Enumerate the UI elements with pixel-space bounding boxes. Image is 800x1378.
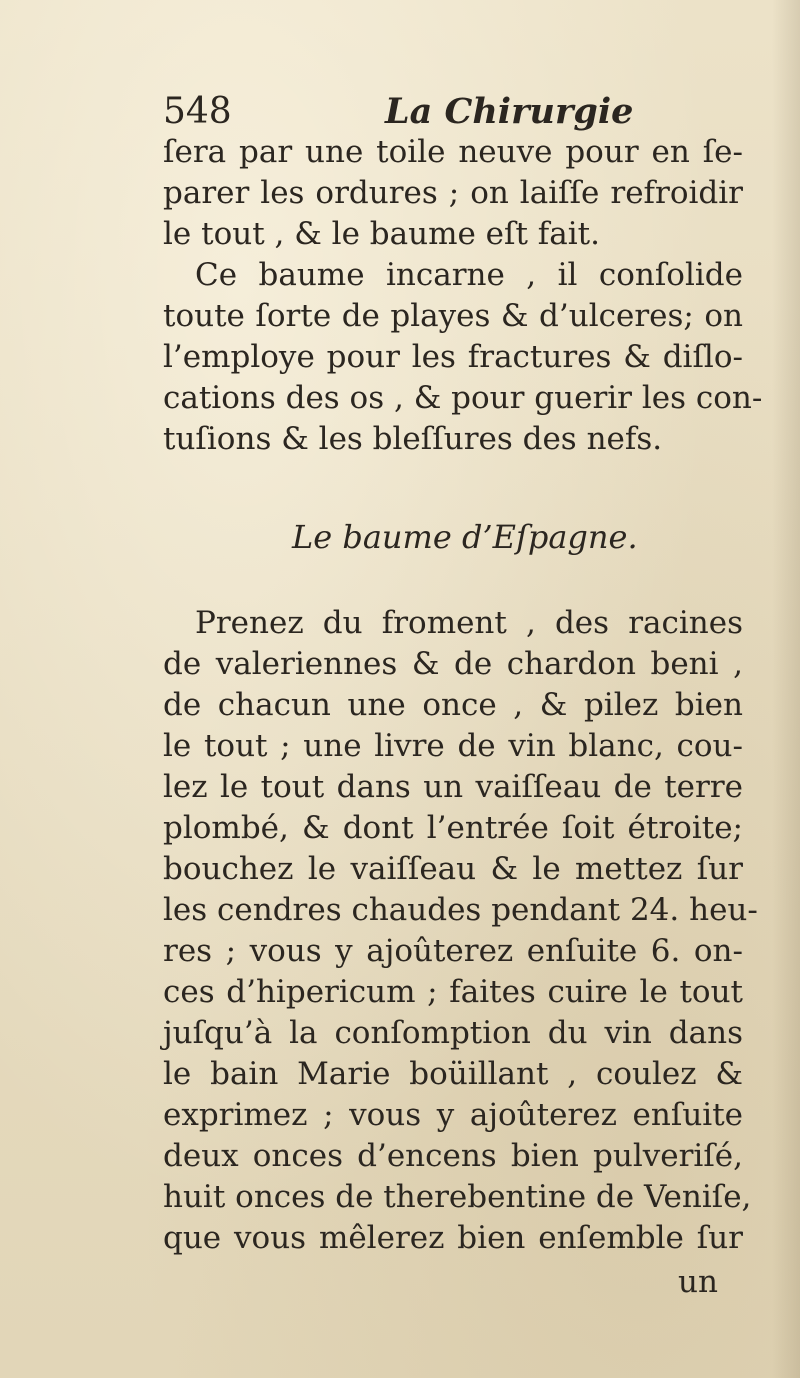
text-line: deux onces d’encens bien pulveriſé, xyxy=(163,1138,743,1174)
text-line: de chacun une once , & pilez bien xyxy=(163,687,743,723)
text-line: huit onces de therebentine de Veniſe, xyxy=(163,1179,752,1215)
text-line: bouchez le vaiſſeau & le mettez ſur xyxy=(163,851,743,887)
page-edge-shadow xyxy=(772,0,800,1378)
text-line: le tout , & le baume eſt fait. xyxy=(163,216,600,252)
text-line: que vous mêlerez bien enſemble ſur xyxy=(163,1220,743,1256)
text-line: exprimez ; vous y ajoûterez enſuite xyxy=(163,1097,743,1133)
text-line: parer les ordures ; on laiſſe refroidir xyxy=(163,175,743,211)
catchword: un xyxy=(678,1264,718,1300)
text-line: lez le tout dans un vaiſſeau de terre xyxy=(163,769,743,805)
text-line: ces d’hipericum ; faites cuire le tout xyxy=(163,974,743,1010)
section-title: Le baume d’Eſpagne. xyxy=(292,518,638,556)
text-line: le bain Marie boüillant , coulez & xyxy=(163,1056,743,1092)
text-line: Prenez du froment , des racines xyxy=(195,605,743,641)
text-line: plombé, & dont l’entrée ſoit étroite; xyxy=(163,810,743,846)
text-line: tuſions & les bleſſures des nefs. xyxy=(163,421,663,457)
text-line: toute ſorte de playes & d’ulceres; on xyxy=(163,298,743,334)
text-line: l’employe pour les fractures & diſlo- xyxy=(163,339,743,375)
paragraph-1 xyxy=(163,132,763,460)
text-line: juſqu’à la conſomption du vin dans xyxy=(163,1015,743,1051)
running-title: La Chirurgie xyxy=(385,91,634,132)
text-line: le tout ; une livre de vin blanc, cou- xyxy=(163,728,743,764)
text-line: les cendres chaudes pendant 24. heu- xyxy=(163,892,758,928)
page-number: 548 xyxy=(163,91,232,132)
text-line: cations des os , & pour guerir les con- xyxy=(163,380,763,416)
page-header xyxy=(163,88,743,136)
paragraph-2 xyxy=(163,603,758,1259)
text-line: de valeriennes & de chardon beni , xyxy=(163,646,743,682)
text-line: Ce baume incarne , il conſolide xyxy=(195,257,743,293)
text-line: ſera par une toile neuve pour en ſe- xyxy=(163,134,743,170)
text-line: res ; vous y ajoûterez enſuite 6. on- xyxy=(163,933,743,969)
